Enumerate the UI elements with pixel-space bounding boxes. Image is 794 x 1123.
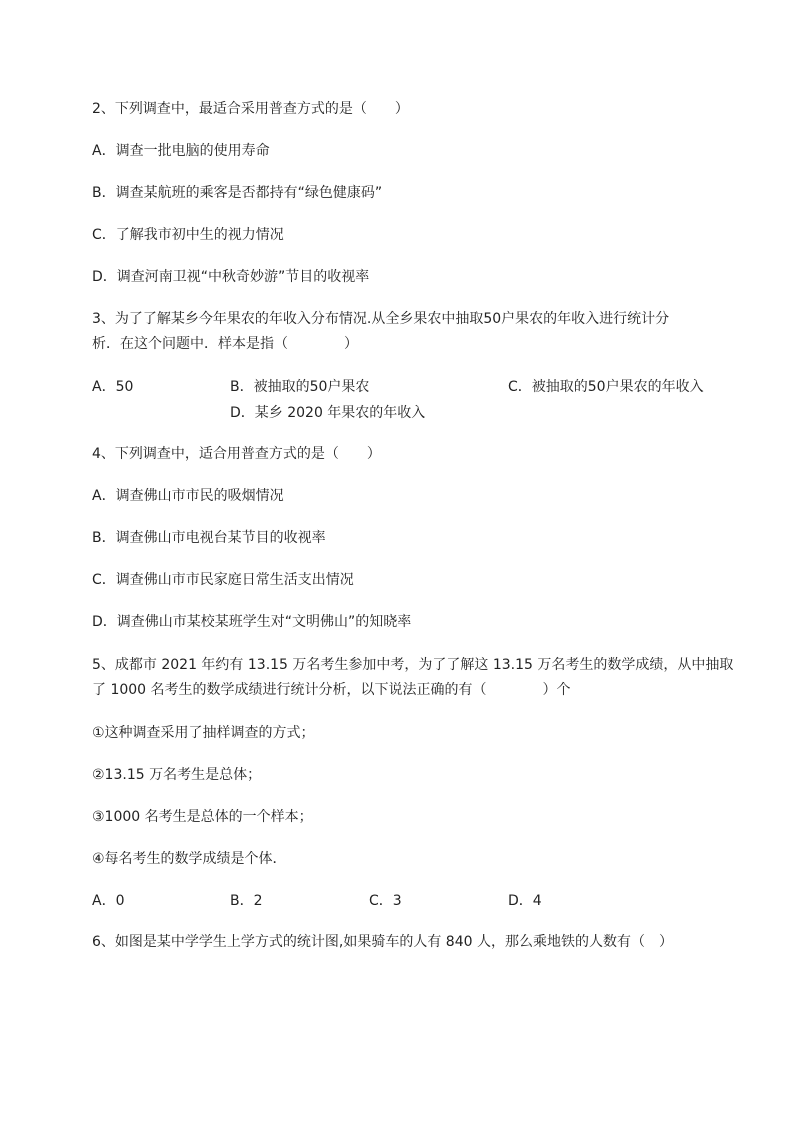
question-4-option-b: B．调查佛山市电视台某节目的收视率: [92, 530, 326, 546]
question-4-option-d: D．调查佛山市某校某班学生对“文明佛山”的知晓率: [92, 614, 412, 630]
question-5-statement-2: ②13.15 万名考生是总体；: [92, 767, 262, 783]
question-6-stem: 6、如图是某中学学生上学方式的统计图,如果骑车的人有 840 人，那么乘地铁的人数有（ ）: [92, 934, 673, 950]
question-3-stem-line-1: 3、为了了解某乡今年果农的年收入分布情况.从全乡果农中抽取50户果农的年收入进行统计分: [92, 311, 670, 327]
question-2-stem: 2、下列调查中，最适合采用普查方式的是（ ）: [92, 101, 409, 117]
question-4-stem: 4、下列调查中，适合用普查方式的是（ ）: [92, 446, 381, 462]
question-5-option-b: B．2: [230, 893, 263, 909]
question-5-option-d: D．4: [508, 893, 542, 909]
question-2-option-d: D．调查河南卫视“中秋奇妙游”节目的收视率: [92, 269, 370, 285]
question-5-stem-line-2: 了 1000 名考生的数学成绩进行统计分析，以下说法正确的有（ ）个: [92, 682, 571, 698]
question-2-option-b: B．调查某航班的乘客是否都持有“绿色健康码”: [92, 185, 383, 201]
question-5-statement-1: ①这种调查采用了抽样调查的方式；: [92, 725, 315, 741]
question-3-option-b: B．被抽取的50户果农: [230, 379, 370, 395]
question-5-option-a: A．0: [92, 893, 125, 909]
question-3-option-a: A．50: [92, 379, 134, 395]
question-3-stem-line-2: 析．在这个问题中．样本是指（ ）: [92, 336, 358, 352]
question-3-option-d: D．某乡 2020 年果农的年收入: [230, 405, 426, 421]
question-4-option-c: C．调查佛山市市民家庭日常生活支出情况: [92, 572, 354, 588]
question-4-option-a: A．调查佛山市市民的吸烟情况: [92, 488, 284, 504]
question-3-option-c: C．被抽取的50户果农的年收入: [508, 379, 704, 395]
question-5-stem-line-1: 5、成都市 2021 年约有 13.15 万名考生参加中考，为了了解这 13.15 万名考生的数学成绩，从中抽取: [92, 657, 734, 673]
question-5-statement-3: ③1000 名考生是总体的一个样本；: [92, 809, 313, 825]
question-5-option-c: C．3: [369, 893, 402, 909]
question-2-option-c: C．了解我市初中生的视力情况: [92, 227, 284, 243]
question-2-option-a: A．调查一批电脑的使用寿命: [92, 143, 270, 159]
question-5-statement-4: ④每名考生的数学成绩是个体．: [92, 851, 287, 867]
